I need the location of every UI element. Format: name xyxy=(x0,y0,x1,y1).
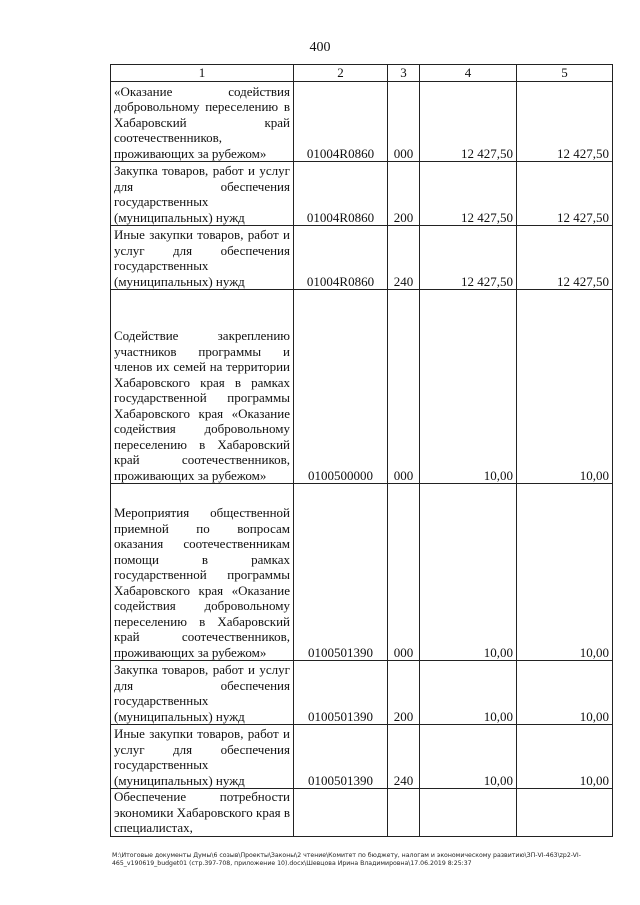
row-sum-2: 10,00 xyxy=(517,290,613,484)
row-code xyxy=(294,789,388,837)
row-code: 0100501390 xyxy=(294,484,388,661)
table-row xyxy=(111,82,613,162)
row-type: 200 xyxy=(388,661,420,725)
row-sum-1: 10,00 xyxy=(420,484,517,661)
row-type xyxy=(388,789,420,837)
table-row xyxy=(111,226,613,290)
row-sum-2: 12 427,50 xyxy=(517,226,613,290)
row-name: Иные закупки товаров, работ и услуг для обеспечения государственных (муниципальных) нужд xyxy=(111,725,294,789)
row-name: Иные закупки товаров, работ и услуг для обеспечения государственных (муниципальных) нужд xyxy=(111,226,294,290)
budget-table xyxy=(110,64,613,837)
table-header-row xyxy=(111,65,613,82)
row-code: 01004R0860 xyxy=(294,82,388,162)
row-sum-1: 10,00 xyxy=(420,290,517,484)
footer-path-line-2: 465_v190619_budget01 (стр.397-708, приложение 10).docx\Шевцова Ирина Владимировна\17.06.2019 8:25:37 xyxy=(112,860,472,867)
row-code: 0100501390 xyxy=(294,725,388,789)
column-header-2: 2 xyxy=(294,65,388,82)
row-sum-2: 12 427,50 xyxy=(517,82,613,162)
row-sum-2 xyxy=(517,789,613,837)
table-row xyxy=(111,789,613,837)
row-sum-2: 10,00 xyxy=(517,725,613,789)
column-header-4: 4 xyxy=(420,65,517,82)
row-sum-1: 12 427,50 xyxy=(420,82,517,162)
footer-path-line-1: М:\Итоговые документы Думы\6 созыв\Проекты\Законы\2 чтение\Комитет по бюджету, налогам и экономическому развитию\ЗП-VI-463\zp2-VI- xyxy=(112,852,581,859)
row-name: Содействие закреплению участников программы и членов их семей на территории Хабаровского края в рамках государственной программы Хабаровского края «Оказание содействия добровольному переселению в Хабаровский край соотечественников, проживающих за рубежом» xyxy=(111,290,294,484)
row-sum-1: 10,00 xyxy=(420,725,517,789)
column-header-5: 5 xyxy=(517,65,613,82)
row-name: Обеспечение потребности экономики Хабаровского края в специалистах, xyxy=(111,789,294,837)
row-code: 01004R0860 xyxy=(294,162,388,226)
row-name: Мероприятия общественной приемной по вопросам оказания соотечественникам помощи в рамках государственной программы Хабаровского края «Оказание содействия добровольному переселению в Хабаровский край соотечественников, проживающих за рубежом» xyxy=(111,484,294,661)
row-sum-1: 10,00 xyxy=(420,661,517,725)
row-sum-1: 12 427,50 xyxy=(420,162,517,226)
row-code: 0100501390 xyxy=(294,661,388,725)
row-type: 000 xyxy=(388,82,420,162)
row-type: 240 xyxy=(388,226,420,290)
row-sum-1: 12 427,50 xyxy=(420,226,517,290)
row-type: 200 xyxy=(388,162,420,226)
row-name: Закупка товаров, работ и услуг для обеспечения государственных (муниципальных) нужд xyxy=(111,162,294,226)
row-type: 000 xyxy=(388,484,420,661)
row-sum-1 xyxy=(420,789,517,837)
row-sum-2: 10,00 xyxy=(517,661,613,725)
document-footer xyxy=(112,852,620,868)
table-row xyxy=(111,484,613,661)
row-name: Закупка товаров, работ и услуг для обеспечения государственных (муниципальных) нужд xyxy=(111,661,294,725)
row-sum-2: 12 427,50 xyxy=(517,162,613,226)
row-type: 240 xyxy=(388,725,420,789)
row-code: 0100500000 xyxy=(294,290,388,484)
row-code: 01004R0860 xyxy=(294,226,388,290)
column-header-1: 1 xyxy=(111,65,294,82)
table-row xyxy=(111,725,613,789)
table-row xyxy=(111,162,613,226)
row-name: «Оказание содействия добровольному переселению в Хабаровский край соотечественников, проживающих за рубежом» xyxy=(111,82,294,162)
row-type: 000 xyxy=(388,290,420,484)
table-row xyxy=(111,290,613,484)
column-header-3: 3 xyxy=(388,65,420,82)
row-sum-2: 10,00 xyxy=(517,484,613,661)
table-row xyxy=(111,661,613,725)
page-number: 400 xyxy=(309,40,331,55)
